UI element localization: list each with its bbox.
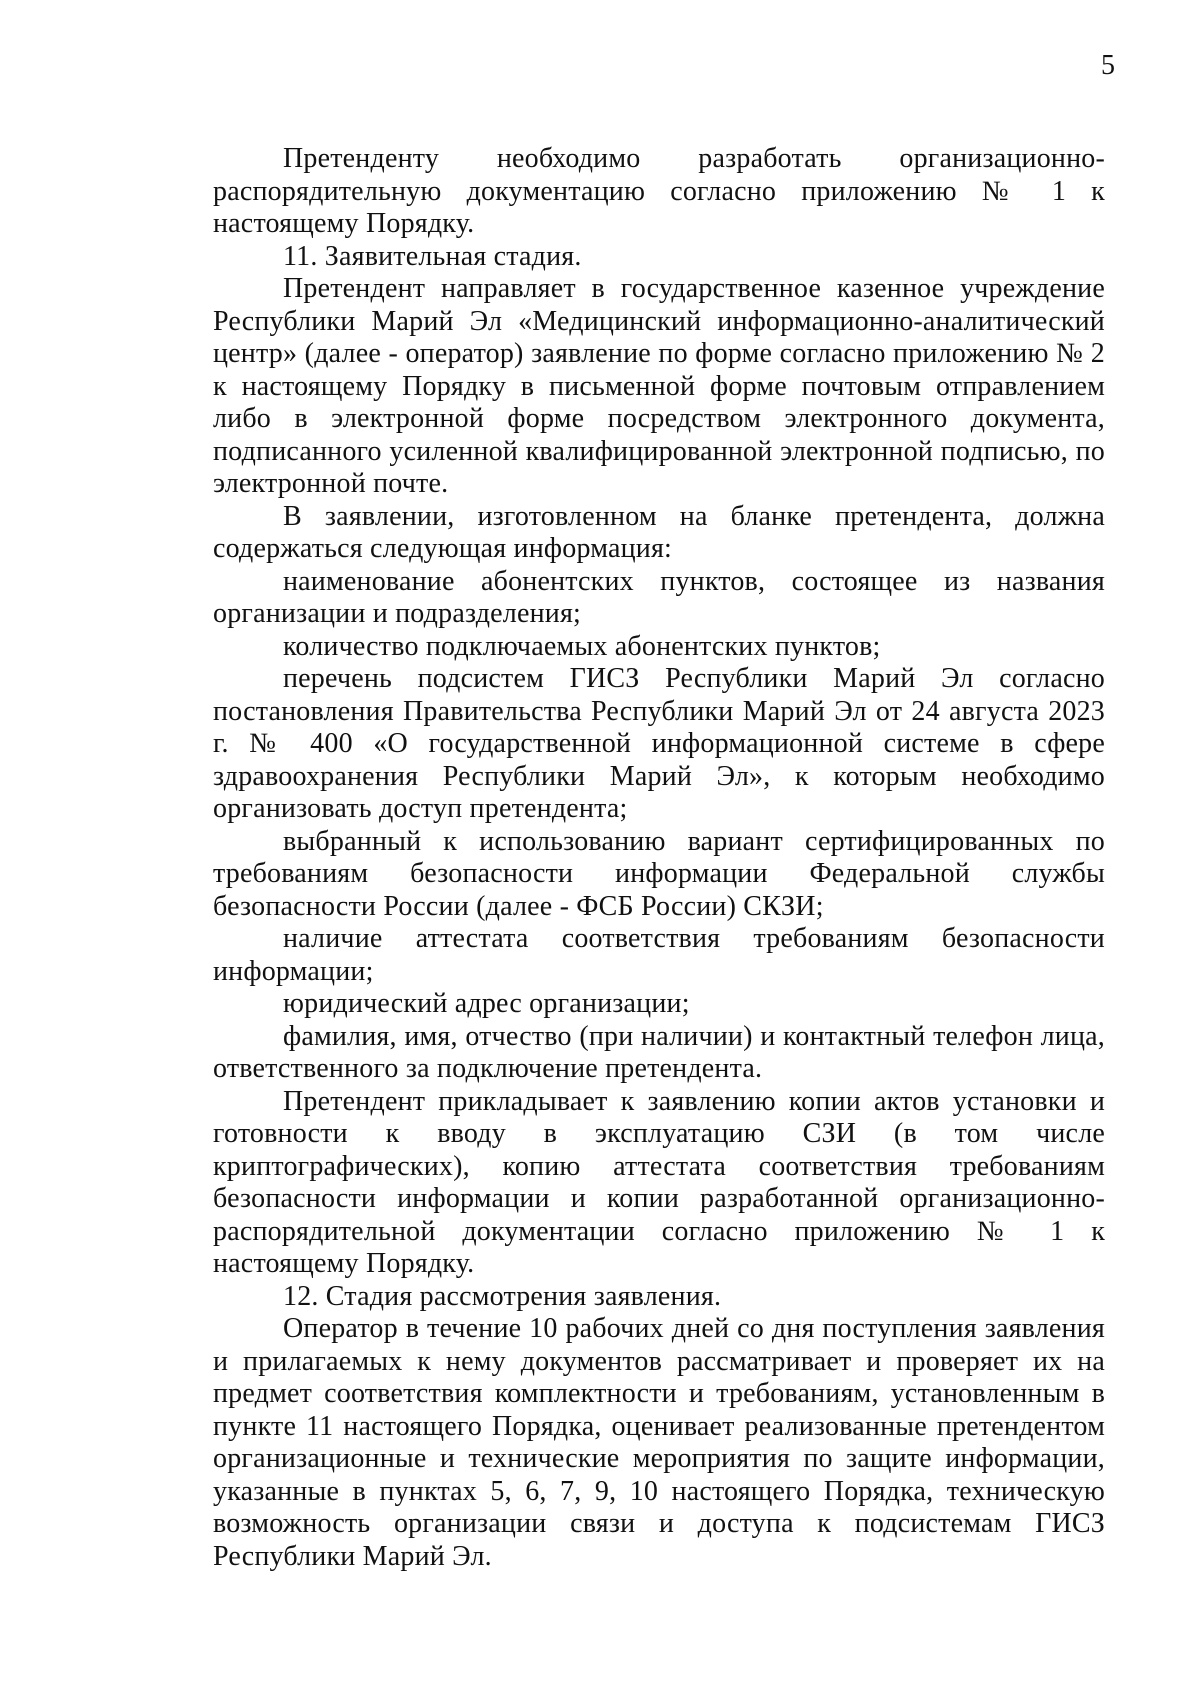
list-item-subsystem-list: перечень подсистем ГИСЗ Республики Марий Эл согласно постановления Правительства Республики Марий Эл от 24 августа 2023 г. № 400 «О государственной информационной системе в сфере здравоохранения Республики Марий Эл», к которым необходимо организовать доступ претендента; xyxy=(213,663,1105,824)
document-body xyxy=(213,143,1105,1573)
list-item-legal-address: юридический адрес организации; xyxy=(283,988,690,1019)
list-item-attestation-certificate: наличие аттестата соответствия требованиям безопасности информации; xyxy=(213,923,1105,987)
paragraph-application-submission: Претендент направляет в государственное казенное учреждение Республики Марий Эл «Медицинский информационно-аналитический центр» (далее - оператор) заявление по форме согласно приложению № 2 к настоящему Порядку в письменной форме почтовым отправлением либо в электронной форме посредством электронного документа, подписанного усиленной квалифицированной электронной подписью, по электронной почте. xyxy=(213,273,1105,499)
list-item-contact-person: фамилия, имя, отчество (при наличии) и контактный телефон лица, ответственного за подключение претендента. xyxy=(213,1020,1105,1084)
paragraph-documentation-requirement: Претенденту необходимо разработать организационно-распорядительную документацию согласно приложению № 1 к настоящему Порядку. xyxy=(213,143,1105,239)
section-11-heading: 11. Заявительная стадия. xyxy=(283,240,582,272)
page-number: 5 xyxy=(1101,50,1115,81)
list-item-subscriber-point-count: количество подключаемых абонентских пунктов; xyxy=(283,630,881,662)
paragraph-application-content-intro: В заявлении, изготовленном на бланке претендента, должна содержаться следующая информация: xyxy=(213,500,1105,564)
section-12-heading: 12. Стадия рассмотрения заявления. xyxy=(283,1280,722,1312)
list-item-subscriber-point-names: наименование абонентских пунктов, состоящее из названия организации и подразделения; xyxy=(213,565,1105,629)
paragraph-attached-documents: Претендент прикладывает к заявлению копии актов установки и готовности к вводу в эксплуатацию СЗИ (в том числе криптографических), копию аттестата соответствия требованиям безопасности информации и копии разработанной организационно-распорядительной документации согласно приложению № 1 к настоящему Порядку. xyxy=(213,1085,1105,1279)
list-item-skzi-option: выбранный к использованию вариант сертифицированных по требованиям безопасности информации Федеральной службы безопасности России (далее - ФСБ России) СКЗИ; xyxy=(213,825,1105,922)
paragraph-operator-review: Оператор в течение 10 рабочих дней со дня поступления заявления и прилагаемых к нему документов рассматривает и проверяет их на предмет соответствия комплектности и требованиям, установленным в пункте 11 настоящего Порядка, оценивает реализованные претендентом организационные и технические мероприятия по защите информации, указанные в пунктах 5, 6, 7, 9, 10 настоящего Порядка, техническую возможность организации связи и доступа к подсистемам ГИСЗ Республики Марий Эл. xyxy=(213,1313,1105,1572)
